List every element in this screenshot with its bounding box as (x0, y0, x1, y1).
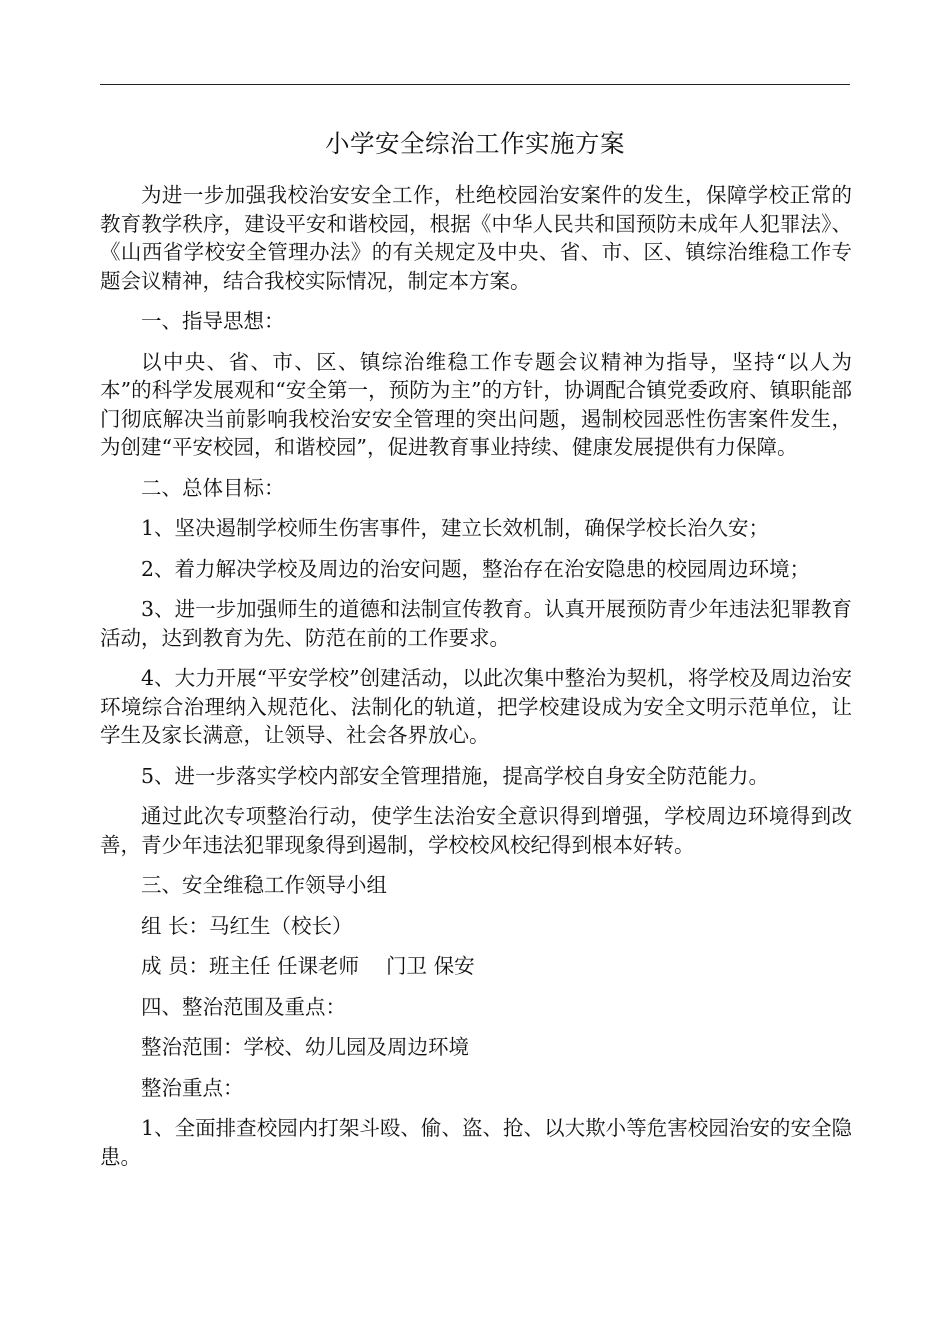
section-heading-leadership-group: 三、安全维稳工作领导小组 (141, 873, 387, 897)
section-heading-overall-goals: 二、总体目标： (141, 475, 285, 500)
goal-item-4: 4、大力开展“平安学校”创建活动，以此次集中整治为契机，将学校及周边治安环境综合治理纳入规范化、法制化的轨道，把学校建设成为安全文明示范单位，让学生及家长满意，让领导、社会各界放心。 (100, 666, 852, 747)
focus-item-1: 1、全面排查校园内打架斗殴、偷、盗、抢、以大欺小等危害校园治安的安全隐患。 (100, 1116, 852, 1169)
group-leader-line: 组 长：马红生（校长） (141, 913, 353, 938)
guiding-ideology-paragraph: 以中央、省、市、区、镇综治维稳工作专题会议精神为指导，坚持“以人为本”的科学发展观和“安全第一，预防为主”的方针，协调配合镇党委政府、镇职能部门彻底解决当前影响我校治安安全管理的突出问题，遏制校园恶性伤害案件发生，为创建“平安校园，和谐校园”，促进教育事业持续、健康发展提供有力保障。 (100, 349, 852, 459)
intro-paragraph: 为进一步加强我校治安安全工作，杜绝校园治安案件的发生，保障学校正常的教育教学秩序，建设平安和谐校园，根据《中华人民共和国预防未成年人犯罪法》、《山西省学校安全管理办法》的有关规定及中央、省、市、区、镇综治维稳工作专题会议精神，结合我校实际情况，制定本方案。 (100, 183, 852, 293)
goal-item-3: 3、进一步加强师生的道德和法制宣传教育。认真开展预防青少年违法犯罪教育活动，达到教育为先、防范在前的工作要求。 (100, 597, 852, 650)
section-heading-scope-and-focus: 四、整治范围及重点： (141, 994, 346, 1019)
goals-summary-paragraph: 通过此次专项整治行动，使学生法治安全意识得到增强，学校周边环境得到改善，青少年违法犯罪现象得到遏制，学校校风校纪得到根本好转。 (100, 804, 852, 857)
document-body (100, 181, 852, 1183)
document-title: 小学安全综治工作实施方案 (325, 129, 625, 158)
header-rule (100, 84, 850, 85)
section-heading-guiding-ideology: 一、指导思想： (141, 309, 285, 333)
group-members-line: 成 员：班主任 任课老师 门卫 保安 (141, 954, 475, 978)
focus-heading-line: 整治重点： (141, 1075, 244, 1100)
goal-item-5: 5、进一步落实学校内部安全管理措施，提高学校自身安全防范能力。 (141, 763, 770, 788)
goal-item-1: 1、坚决遏制学校师生伤害事件，建立长效机制，确保学校长治久安； (141, 516, 770, 540)
scope-line: 整治范围：学校、幼儿园及周边环境 (141, 1035, 469, 1059)
goal-item-2: 2、着力解决学校及周边的治安问题，整治存在治安隐患的校园周边环境； (141, 556, 811, 581)
